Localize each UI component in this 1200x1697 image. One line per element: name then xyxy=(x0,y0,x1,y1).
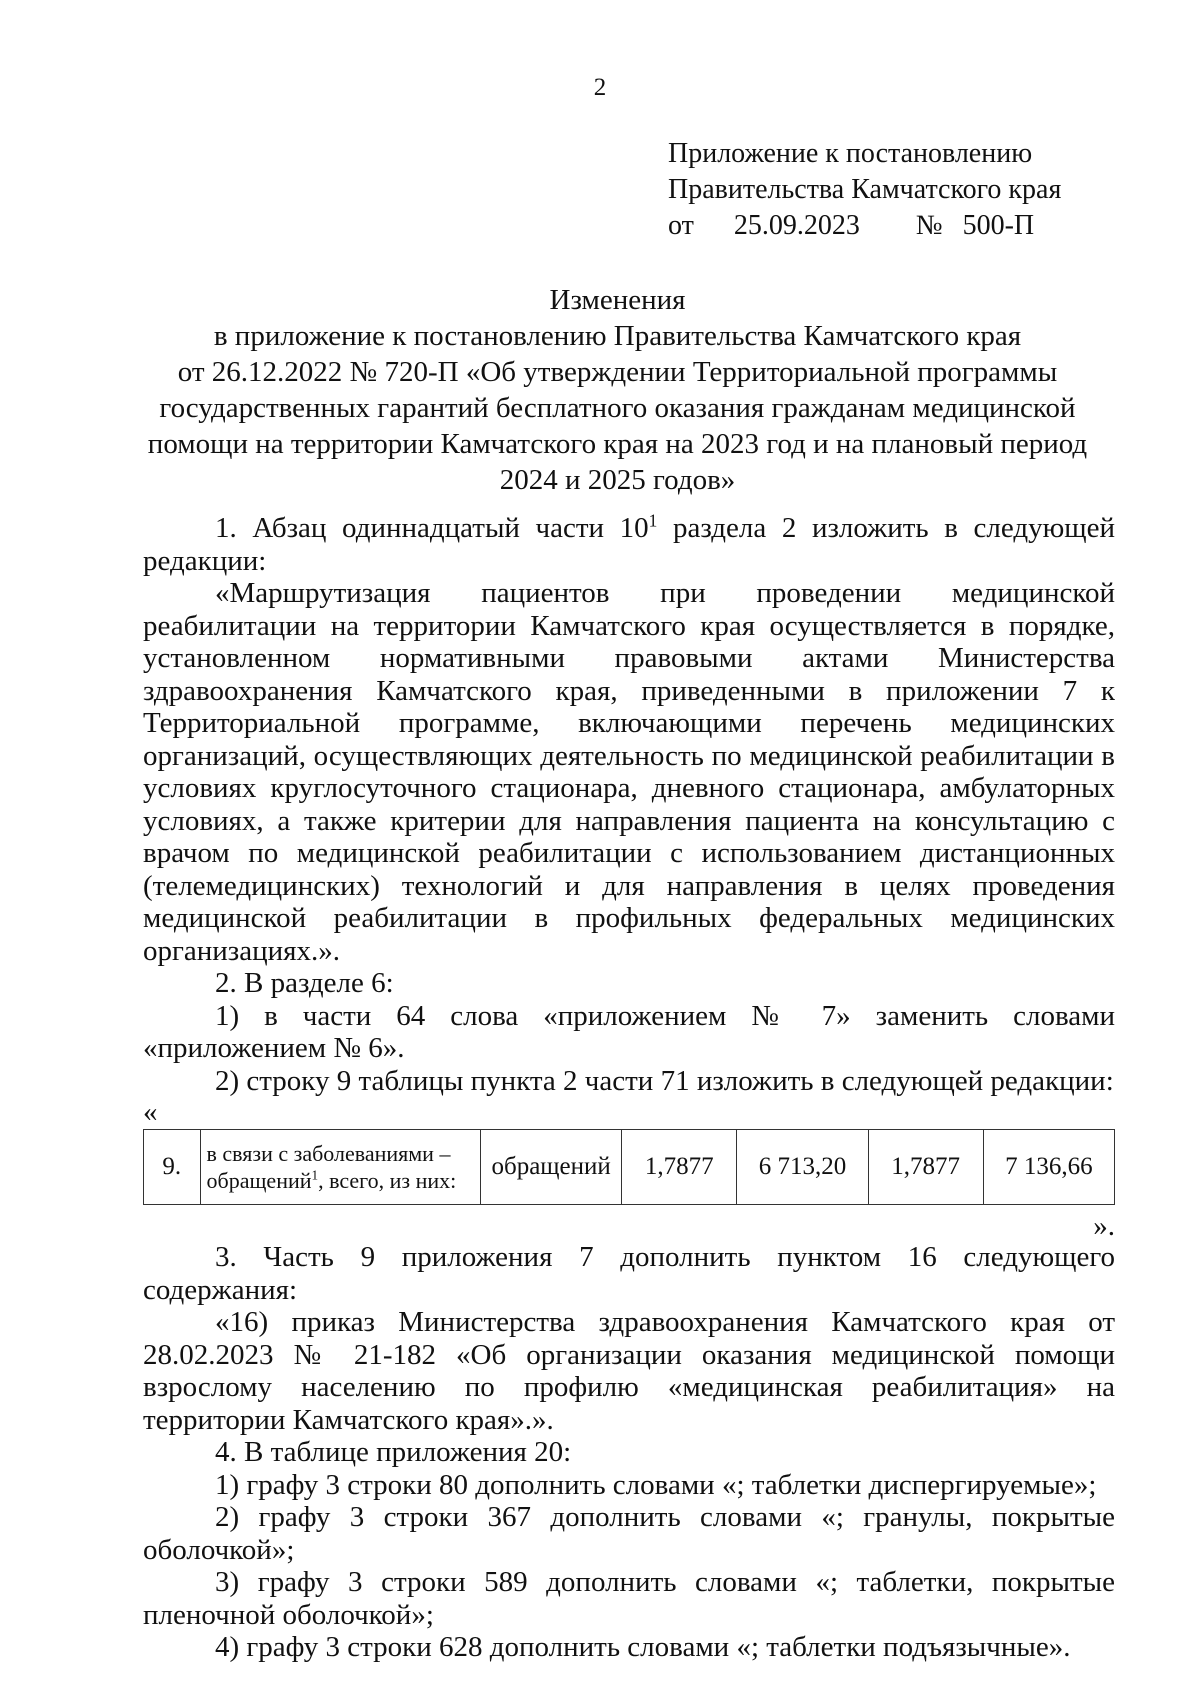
table-row xyxy=(144,1130,1115,1205)
item-3-text: «16) приказ Министерства здравоохранения Камчатского края от 28.02.2023 № 21-182 «Об организации оказания медицинской помощи взрослому населению по профилю «медицинская реабилитация» на территории Камчатского края».». xyxy=(143,1306,1115,1436)
title-line-3: государственных гарантий бесплатного оказания гражданам медицинской xyxy=(159,392,1076,424)
approval-number: 500-П xyxy=(962,210,1035,241)
item-1-quote: «Маршрутизация пациентов при проведении медицинской реабилитации на территории Камчатского края осуществляется в порядке, установленном нормативными правовыми актами Министерства здравоохранения Камчатского края, приведенными в приложении 7 к Территориальной программе, включающими перечень медицинских организаций, осуществляющих деятельность по медицинской реабилитации в условиях круглосуточного стационара, дневного стационара, амбулаторных условиях, а также критерии для направления пациента на консультацию с врачом по медицинской реабилитации с использованием дистанционных (телемедицинских) технологий и для направления в целях проведения медицинской реабилитации в профильных федеральных медицинских организациях.». xyxy=(143,577,1115,967)
row-value-2: 6 713,20 xyxy=(737,1130,868,1205)
document-body xyxy=(143,512,1115,1664)
title-line-4: помощи на территории Камчатского края на 2023 год и на плановый период xyxy=(147,428,1088,460)
row-value-1: 1,7877 xyxy=(622,1130,737,1205)
quote-close: ». xyxy=(1093,1210,1115,1242)
item-4-sub-4: 4) графу 3 строки 628 дополнить словами «; таблетки подъязычные». xyxy=(215,1631,1071,1663)
row-value-3: 1,7877 xyxy=(868,1130,983,1205)
item-1-heading xyxy=(143,512,1115,577)
title-line-1: в приложение к постановлению Правительства Камчатского края xyxy=(213,320,1022,352)
approval-line-2: Правительства Камчатского края xyxy=(668,174,1062,205)
amendment-table xyxy=(143,1129,1115,1205)
item-2-heading: 2. В разделе 6: xyxy=(215,967,394,999)
row-description xyxy=(200,1130,481,1205)
quote-open: « xyxy=(143,1096,158,1128)
title-heading: Изменения xyxy=(549,284,686,316)
row-number: 9. xyxy=(144,1130,201,1205)
approval-from-label: от xyxy=(668,210,694,241)
item-4-sub-2: 2) графу 3 строки 367 дополнить словами «; гранулы, покрытые оболочкой»; xyxy=(143,1501,1115,1566)
row-description-sup: 1 xyxy=(311,1167,319,1183)
page-number: 2 xyxy=(593,74,607,101)
approval-number-sign: № xyxy=(915,210,943,241)
item-4-heading: 4. В таблице приложения 20: xyxy=(215,1436,572,1468)
approval-line-1: Приложение к постановлению xyxy=(668,138,1033,169)
title-line-5: 2024 и 2025 годов» xyxy=(499,464,736,496)
item-1-text: 1. Абзац одиннадцатый части 10 xyxy=(215,512,649,544)
item-4-sub-1: 1) графу 3 строки 80 дополнить словами «; таблетки диспергируемые»; xyxy=(215,1468,1097,1501)
row-description-text-cont: , всего, из них: xyxy=(318,1168,457,1193)
row-value-4: 7 136,66 xyxy=(983,1130,1114,1205)
approval-block xyxy=(668,136,1061,244)
item-1-sup: 1 xyxy=(648,510,658,531)
row-description-line-1: в связи с заболеваниями – xyxy=(206,1141,451,1166)
item-2-sub-1: 1) в части 64 слова «приложением № 7» заменить словами «приложением № 6». xyxy=(143,999,1115,1064)
document-title xyxy=(140,282,1095,498)
item-1-text-cont: раздела 2 изложить в следующей редакции: xyxy=(143,512,1115,577)
row-description-text: обращений xyxy=(206,1168,312,1193)
title-line-2: от 26.12.2022 № 720-П «Об утверждении Территориальной программы xyxy=(177,356,1058,388)
approval-date: 25.09.2023 xyxy=(733,210,860,241)
item-2-sub-2: 2) строку 9 таблицы пункта 2 части 71 изложить в следующей редакции: xyxy=(215,1064,1114,1097)
approval-date-line xyxy=(668,208,1061,244)
row-description-line-2 xyxy=(207,1167,475,1194)
item-4-sub-3: 3) графу 3 строки 589 дополнить словами «; таблетки, покрытые пленочной оболочкой»; xyxy=(143,1566,1115,1631)
item-3-heading: 3. Часть 9 приложения 7 дополнить пунктом 16 следующего содержания: xyxy=(143,1241,1115,1306)
row-unit: обращений xyxy=(481,1130,622,1205)
